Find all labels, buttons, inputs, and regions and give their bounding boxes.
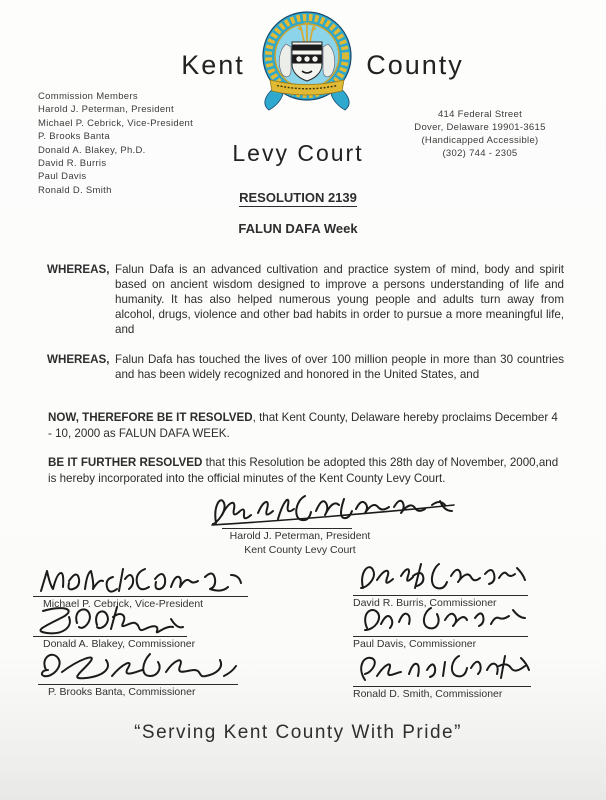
signatory-name: Donald A. Blakey, Commissioner bbox=[43, 638, 196, 650]
signatory-org: Kent County Levy Court bbox=[244, 544, 356, 556]
header-word-kent: Kent bbox=[181, 50, 245, 80]
commission-member: Paul Davis bbox=[38, 171, 87, 183]
further-lead-in: BE IT FURTHER RESOLVED bbox=[48, 456, 203, 469]
banta-signature-icon bbox=[38, 648, 238, 684]
signature-block-banta bbox=[38, 648, 238, 699]
whereas-label: WHEREAS, bbox=[47, 353, 110, 366]
whereas-label: WHEREAS, bbox=[47, 263, 110, 276]
resolution-number-title: RESOLUTION 2139 bbox=[239, 190, 357, 205]
smith-signature-icon bbox=[353, 650, 531, 686]
signature-block-blakey bbox=[33, 603, 196, 651]
signature-block-peterman bbox=[200, 496, 400, 557]
commission-member: Ronald D. Smith bbox=[38, 184, 112, 196]
commission-member: Michael P. Cebrick, Vice-President bbox=[38, 117, 194, 129]
levy-court-subtitle: Levy Court bbox=[232, 140, 364, 166]
signature-line bbox=[33, 596, 248, 597]
signature-block-smith bbox=[353, 650, 531, 701]
signature-block-davis bbox=[353, 602, 528, 651]
whereas-text: Falun Dafa is an advanced cultivation and practice system of mind, body and spirit based on ancient wisdom designed to improve a persons understanding of life and humanity. It has also helped numerous young people and adults turn away from alcohol, drugs, violence and other bad habits in order to pursue a more meaningful life, and bbox=[115, 263, 564, 336]
cebrick-signature-icon bbox=[33, 565, 248, 596]
resolution-subject-title: FALUN DAFA Week bbox=[238, 221, 358, 236]
whereas-clause-2 bbox=[47, 352, 564, 382]
resolved-body: , that Kent County, Delaware hereby proclaims December 4 - 10, 2000 as FALUN DAFA WEEK. bbox=[48, 411, 558, 440]
signatory-name: Michael P. Cebrick, Vice-President bbox=[43, 598, 204, 610]
county-motto: “Serving Kent County With Pride” bbox=[134, 722, 462, 743]
davis-signature-icon bbox=[353, 602, 528, 636]
signature-line bbox=[33, 636, 187, 637]
peterman-signature-icon bbox=[208, 492, 458, 528]
signatory-name: Paul Davis, Commissioner bbox=[353, 638, 477, 650]
commission-member: David R. Burris bbox=[38, 158, 107, 170]
further-resolved-clause bbox=[48, 455, 564, 486]
header-word-county: County bbox=[366, 50, 464, 80]
blakey-signature-icon bbox=[33, 603, 187, 636]
signature-line bbox=[353, 636, 528, 637]
signatory-name: P. Brooks Banta, Commissioner bbox=[48, 686, 196, 698]
burris-signature-icon bbox=[353, 560, 528, 595]
whereas-clause-1 bbox=[47, 262, 564, 337]
signatory-name: David R. Burris, Commissioner bbox=[353, 597, 497, 609]
commission-member: P. Brooks Banta bbox=[38, 131, 110, 143]
signature-line bbox=[353, 595, 528, 596]
address-line: (302) 744 - 2305 bbox=[442, 148, 518, 159]
signature-line bbox=[353, 686, 531, 687]
signature-line bbox=[222, 528, 352, 529]
address-line: Dover, Delaware 19901-3615 bbox=[414, 122, 546, 133]
commission-member: Harold J. Peterman, President bbox=[38, 104, 174, 116]
resolved-lead-in: NOW, THEREFORE BE IT RESOLVED bbox=[48, 411, 253, 424]
commission-member: Donald A. Blakey, Ph.D. bbox=[38, 144, 146, 156]
whereas-text: Falun Dafa has touched the lives of over 100 million people in more than 30 countries and has been widely recognized and honored in the United States, and bbox=[115, 353, 564, 381]
address-line: 414 Federal Street bbox=[437, 109, 523, 120]
commission-title: Commission Members bbox=[38, 91, 138, 102]
kent-county-seal-icon bbox=[256, 8, 358, 114]
resolved-clause bbox=[48, 410, 564, 441]
signatory-name: Ronald D. Smith, Commissioner bbox=[353, 688, 503, 700]
signatory-name: Harold J. Peterman, President bbox=[229, 530, 371, 542]
further-body: that this Resolution be adopted this 28th day of November, 2000,and is hereby incorporated into the official minutes of the Kent County Levy Court. bbox=[48, 456, 559, 485]
address-line: (Handicapped Accessible) bbox=[421, 135, 539, 146]
signature-line bbox=[38, 684, 238, 685]
